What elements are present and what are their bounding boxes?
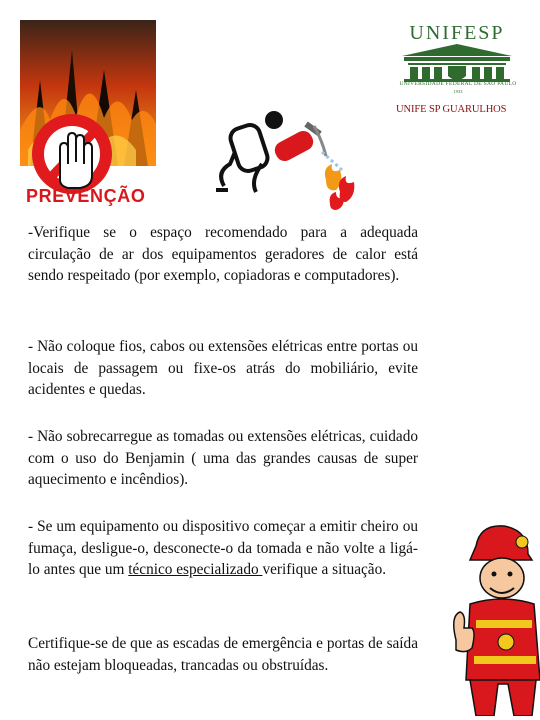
logo-subtitle: UNIVERSIDADE FEDERAL DE SÃO PAULO [399,81,517,87]
logo-year: 1933 [453,89,463,94]
tip-paragraph: - Não sobrecarregue as tomadas ou extensões elétricas, cuidado com o uso do Benjamin ( uma das grandes causas de super aquecimento e incêndios). [28,428,418,489]
tip-paragraph: - Não coloque fios, cabos ou extensões elétricas entre portas ou locais de passagem ou fixe-os atrás do mobiliário, evite acidentes e quedas. [28,338,418,399]
tip-text: - Se um equipamento ou dispositivo começar a emitir cheiro ou fumaça, desligue-o, desconecte-o da tomada e não volte a ligá-lo antes que um [28,518,418,579]
logo-name: UNIFESP [409,22,505,44]
tip-paragraph [28,516,418,581]
page-title: PREVENÇÃO [26,186,146,206]
firefighter-thumbs-up [436,520,540,716]
tip-underlined-text: técnico especializado [128,561,263,579]
tip-text: verifique a situação. [262,561,387,579]
fire-extinguisher-cartoon [210,106,370,212]
tip-paragraph: Certifique-se de que as escadas de emergência e portas de saída não estejam bloqueadas, trancadas ou obstruídas. [28,635,418,674]
campus-label: UNIFE SP GUARULHOS [396,104,507,115]
tip-paragraph: -Verifique se o espaço recomendado para a adequada circulação de ar dos equipamentos geradores de calor está sendo respeitado (por exemplo, copiadoras e computadores). [28,224,418,285]
